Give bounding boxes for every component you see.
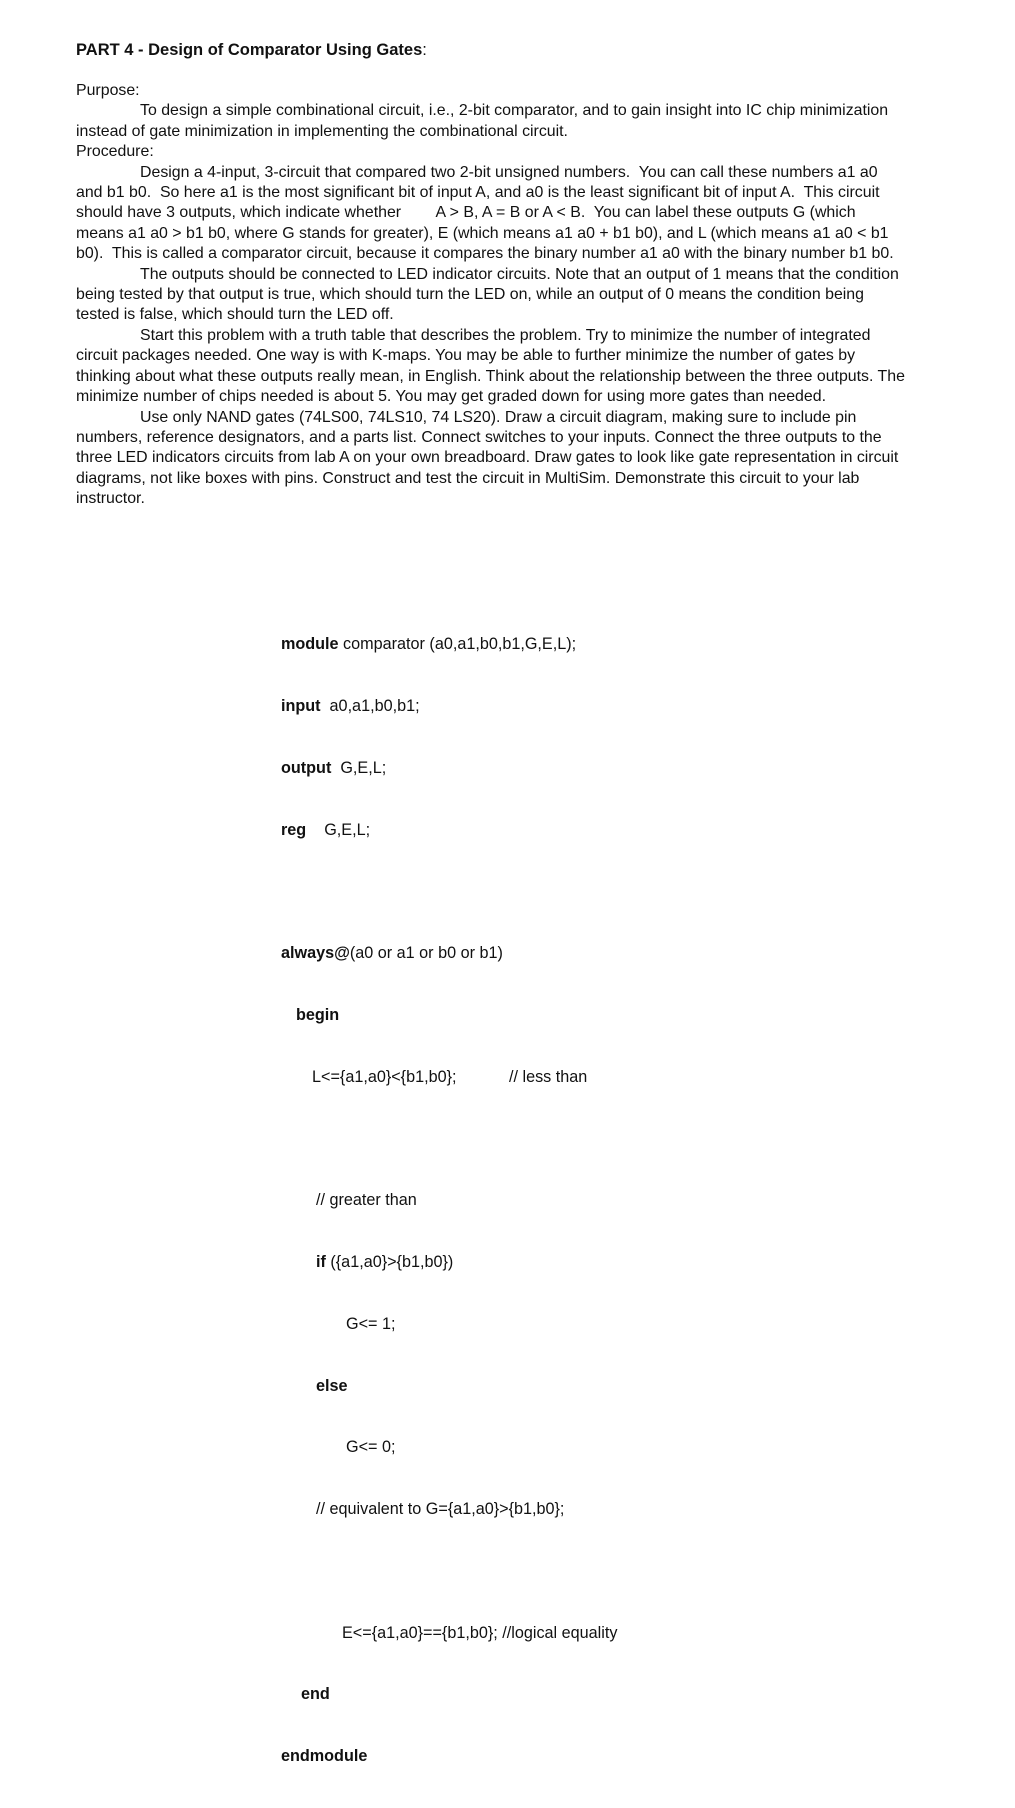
code-line xyxy=(281,758,617,779)
code-line xyxy=(281,1437,617,1458)
code-line xyxy=(281,1252,617,1273)
code-text: G,E,L; xyxy=(331,758,387,777)
body-text xyxy=(76,81,906,510)
procedure-label: Procedure: xyxy=(76,143,154,161)
code-line xyxy=(281,1684,617,1705)
code-text: comparator (a0,a1,b0,b1,G,E,L); xyxy=(338,635,577,654)
code-text: L<={a1,a0}<{b1,b0}; xyxy=(312,1067,457,1086)
code-text: (a0 or a1 or b0 or b1) xyxy=(349,944,503,963)
heading-colon: : xyxy=(422,41,427,59)
code-line xyxy=(281,1190,617,1211)
code-line xyxy=(281,634,617,655)
purpose-label: Purpose: xyxy=(76,82,140,99)
code-line xyxy=(281,1376,617,1397)
code-text: G,E,L; xyxy=(306,820,371,839)
code-line xyxy=(281,1746,617,1767)
code-keyword: if xyxy=(316,1253,326,1271)
code-text: G<= 0; xyxy=(346,1438,396,1457)
code-keyword: always@ xyxy=(281,944,350,963)
procedure-paragraph-1: Design a 4-input, 3-circuit that compared two 2-bit unsigned numbers. You can call these numbers a1 a0 and b1 b0. So here a1 is the most significant bit of input A, and a0 is the least significant bit of input A. This circuit should have 3 outputs, which indicate whether A > B, A = B or A < B. You can label these outputs G (which means a1 a0 > b1 b0, where G stands for greater), E (which means a1 a0 + b1 b0), and L (which means a1 a0 < b1 b0). This is called a comparator circuit, because it compares the binary number a1 a0 with the binary number b1 b0. xyxy=(76,163,894,263)
code-blank-line xyxy=(281,1128,617,1149)
code-line xyxy=(281,1005,617,1026)
code-comment: // equivalent to G={a1,a0}>{b1,b0}; xyxy=(316,1500,565,1519)
code-keyword: reg xyxy=(281,820,307,839)
purpose-paragraph: To design a simple combinational circuit, i.e., 2-bit comparator, and to gain insight into IC chip minimization instead of gate minimization in implementing the combinational circuit. xyxy=(76,102,889,140)
code-comment: // less than xyxy=(509,1067,588,1086)
code-keyword: input xyxy=(281,696,321,715)
section-heading: PART 4 - Design of Comparator Using Gates xyxy=(76,41,423,59)
verilog-code-block xyxy=(281,593,617,1808)
code-line xyxy=(281,1314,617,1335)
code-comment: // greater than xyxy=(316,1191,417,1210)
code-keyword: output xyxy=(281,758,332,777)
code-line xyxy=(281,820,617,841)
procedure-paragraph-2: The outputs should be connected to LED indicator circuits. Note that an output of 1 means that the condition being tested by that output is true, which should turn the LED on, while an output of 0 means the condition being tested is false, which should turn the LED off. xyxy=(76,265,899,324)
code-text: E<={a1,a0}=={b1,b0}; xyxy=(342,1623,498,1642)
procedure-paragraph-4: Use only NAND gates (74LS00, 74LS10, 74 LS20). Draw a circuit diagram, making sure to include pin numbers, reference designators, and a parts list. Connect switches to your inputs. Connect the three outputs to the three LED indicators circuits from lab A on your own breadboard. Draw gates to look like gate representation in circuit diagrams, not like boxes with pins. Construct and test the circuit in MultiSim. Demonstrate this circuit to your lab instructor. xyxy=(76,408,899,508)
code-text: G<= 1; xyxy=(346,1314,396,1333)
code-keyword: else xyxy=(316,1376,348,1395)
code-line xyxy=(281,1499,617,1520)
procedure-paragraph-3: Start this problem with a truth table that describes the problem. Try to minimize the number of integrated circuit packages needed. One way is with K-maps. You may be able to further minimize the number of gates by thinking about what these outputs really mean, in English. Think about the relationship between the three outputs. The minimize number of chips needed is about 5. You may get graded down for using more gates than needed. xyxy=(76,326,905,406)
code-blank-line xyxy=(281,1561,617,1582)
code-comment: //logical equality xyxy=(502,1623,618,1642)
code-keyword: module xyxy=(281,635,339,654)
code-keyword: begin xyxy=(296,1005,340,1024)
page-title xyxy=(76,40,427,60)
code-text: ({a1,a0}>{b1,b0}) xyxy=(325,1253,454,1271)
code-line xyxy=(281,943,617,964)
code-blank-line xyxy=(281,881,617,902)
code-line xyxy=(281,696,617,717)
code-keyword: end xyxy=(301,1685,330,1704)
code-text: a0,a1,b0,b1; xyxy=(320,696,420,715)
code-line xyxy=(281,1067,617,1088)
code-keyword: endmodule xyxy=(281,1747,368,1766)
code-line xyxy=(281,1623,617,1644)
